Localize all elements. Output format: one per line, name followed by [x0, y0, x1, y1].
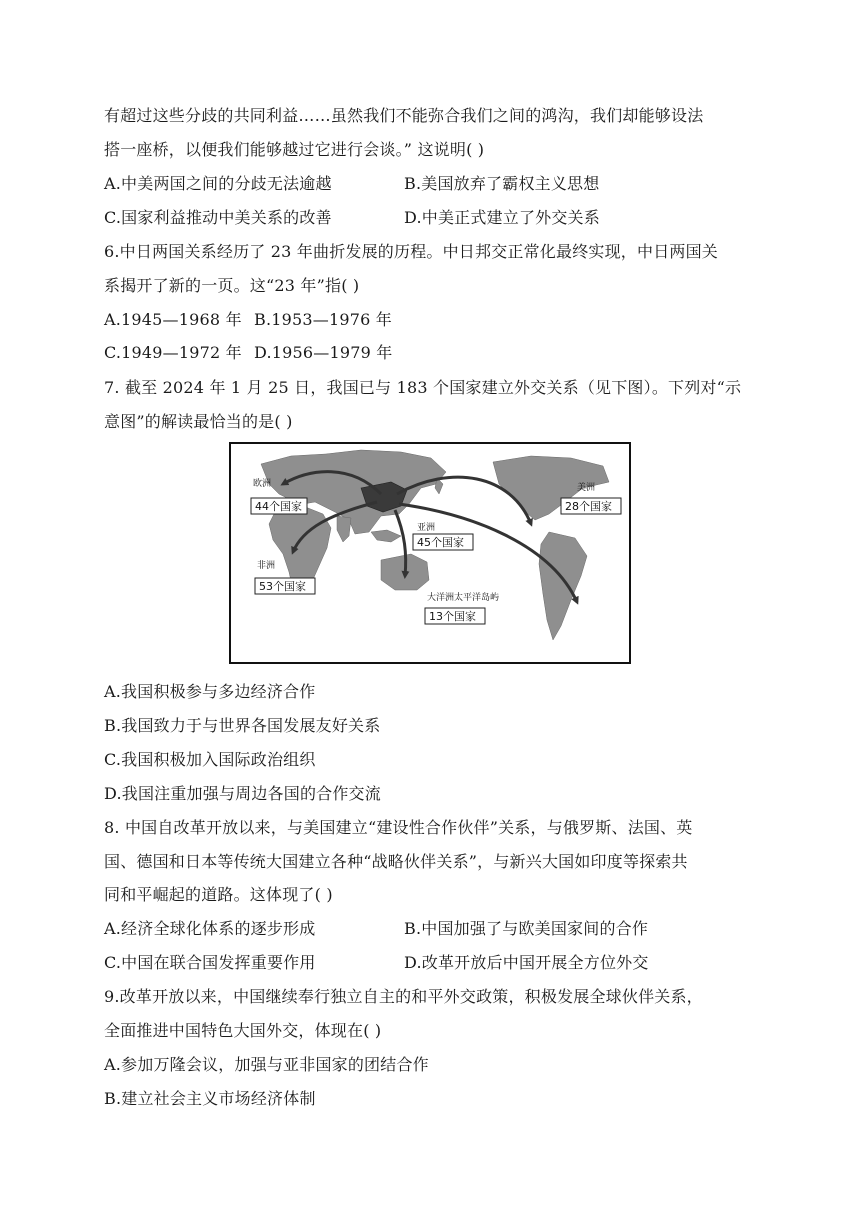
q9-option-a: A.参加万隆会议，加强与亚非国家的团结合作 [104, 1055, 429, 1074]
q7-option-d: D.我国注重加强与周边各国的合作交流 [104, 784, 381, 803]
q5-text-line-2: 搭一座桥，以便我们能够越过它进行会谈。” 这说明( ) [104, 140, 485, 159]
q6-option-b: B.1953—1976 年 [254, 310, 392, 329]
q9-text-line-2: 全面推进中国特色大国外交，体现在( ) [104, 1021, 382, 1040]
southeast-asia-islands [371, 530, 401, 542]
africa-count: 53个国家 [259, 580, 306, 593]
q9-option-b: B.建立社会主义市场经济体制 [104, 1089, 316, 1108]
q5-option-d: D.中美正式建立了外交关系 [404, 208, 600, 227]
south-america-landmass [539, 532, 587, 640]
q5-option-b: B.美国放弃了霸权主义思想 [404, 174, 600, 193]
oceania-label: 大洋洲太平洋岛屿 [427, 593, 500, 603]
q8-option-c: C.中国在联合国发挥重要作用 [104, 953, 316, 972]
india-landmass [337, 516, 351, 542]
q8-option-d: D.改革开放后中国开展全方位外交 [404, 953, 649, 972]
world-map-svg [231, 444, 629, 662]
q5-text-line-1: 有超过这些分歧的共同利益……虽然我们不能弥合我们之间的鸿沟，我们却能够设法 [104, 106, 704, 125]
q6-option-a: A.1945—1968 年 [104, 310, 242, 329]
europe-count: 44个国家 [255, 500, 302, 513]
q9-text-line-1: 9.改革开放以来，中国继续奉行独立自主的和平外交政策，积极发展全球伙伴关系， [104, 987, 703, 1006]
oceania-count: 13个国家 [429, 610, 476, 623]
world-map-figure [229, 442, 631, 664]
q8-text-line-3: 同和平崛起的道路。这体现了( ) [104, 885, 333, 904]
q8-option-a: A.经济全球化体系的逐步形成 [104, 919, 316, 938]
q7-text-line-1: 7. 截至 2024 年 1 月 25 日，我国已与 183 个国家建立外交关系（见下图）。下列对“示 [104, 378, 742, 397]
q6-option-d: D.1956—1979 年 [254, 343, 393, 362]
q6-option-c: C.1949—1972 年 [104, 343, 242, 362]
q7-option-a: A.我国积极参与多边经济合作 [104, 682, 316, 701]
q7-option-b: B.我国致力于与世界各国发展友好关系 [104, 716, 381, 735]
asia-count: 45个国家 [417, 536, 464, 549]
q8-text-line-1: 8. 中国自改革开放以来，与美国建立“建设性合作伙伴”关系，与俄罗斯、法国、英 [104, 818, 693, 837]
q5-option-a: A.中美两国之间的分歧无法逾越 [104, 174, 332, 193]
africa-label: 非洲 [257, 561, 276, 571]
q6-text-line-1: 6.中日两国关系经历了 23 年曲折发展的历程。中日邦交正常化最终实现，中日两国关 [104, 242, 718, 261]
q8-option-b: B.中国加强了与欧美国家间的合作 [404, 919, 649, 938]
europe-label: 欧洲 [253, 479, 272, 489]
americas-label: 美洲 [577, 483, 596, 493]
q8-text-line-2: 国、德国和日本等传统大国建立各种“战略伙伴关系”，与新兴大国如印度等探索共 [104, 852, 688, 871]
q5-option-c: C.国家利益推动中美关系的改善 [104, 208, 332, 227]
q7-text-line-2: 意图”的解读最恰当的是( ) [104, 412, 293, 431]
q7-option-c: C.我国积极加入国际政治组织 [104, 750, 316, 769]
q6-text-line-2: 系揭开了新的一页。这“23 年”指( ) [104, 276, 360, 295]
americas-count: 28个国家 [565, 500, 612, 513]
asia-label: 亚洲 [417, 523, 436, 533]
